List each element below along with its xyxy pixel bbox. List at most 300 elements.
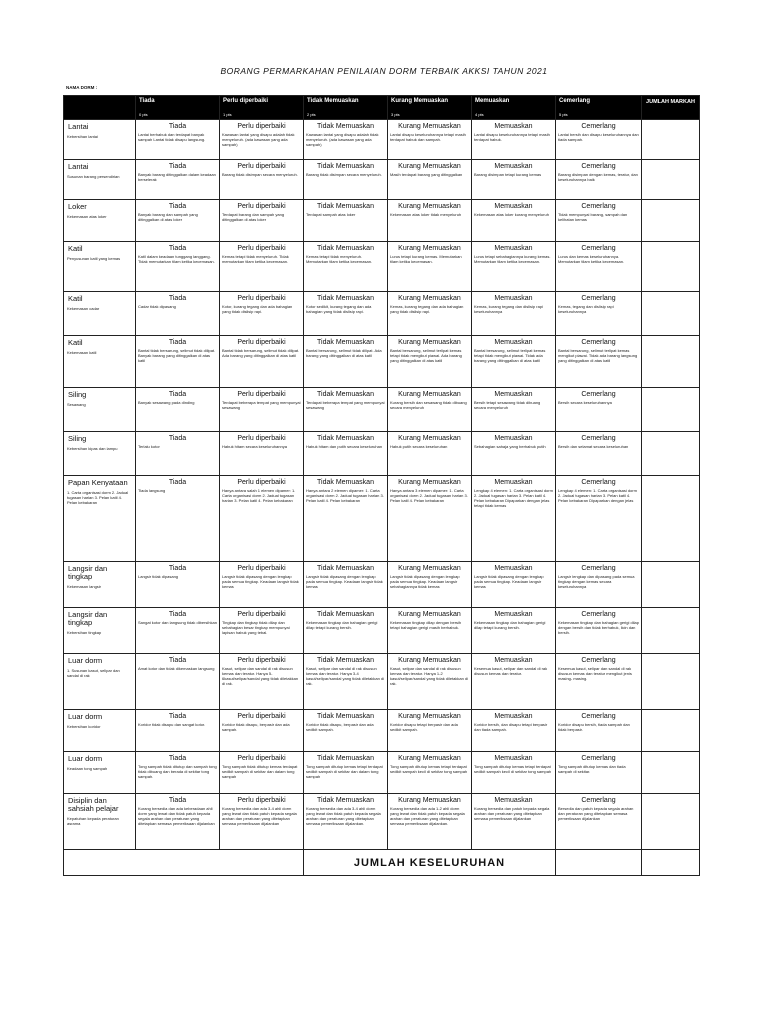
criteria-subtitle: Kebersihan lantai	[67, 134, 98, 139]
score-option-cell[interactable]	[220, 388, 304, 432]
level-label: Tiada	[168, 755, 187, 762]
score-option-cell[interactable]	[136, 120, 220, 160]
level-description: Tong sampah ditutup kemas dan tiada sampah di sekitar.	[558, 764, 626, 774]
level-label: Cemerlang	[581, 435, 616, 442]
level-description: Bersih dan selamat secara keseluruhan	[558, 444, 629, 449]
level-description: Bantal bersarung, selimut terlipat kemas tetapi tidak mengikut piawai. Ada barang yang ditinggalkan di atas katil	[390, 348, 462, 363]
score-option-cell[interactable]	[472, 608, 556, 654]
level-label: Tiada	[168, 657, 187, 664]
score-option-cell[interactable]	[556, 562, 642, 608]
level-description: Barang disimpan dengan kemas, teratur, dan keseluruhannya baik	[558, 172, 638, 182]
level-description: Kemas, kurang tegang dan ada bahagian yang tidak dislisip rapi.	[390, 304, 464, 314]
criteria-row	[64, 336, 700, 388]
score-option-cell[interactable]	[304, 432, 388, 476]
level-label: Cemerlang	[581, 391, 616, 398]
level-description: Langsir tidak dipasang dengan lengkap pada semua tingkap. Keadaan langsir tidak kemas	[306, 574, 383, 589]
level-label: Kurang Memuaskan	[398, 713, 461, 720]
score-option-cell[interactable]	[220, 336, 304, 388]
level-label: Kurang Memuaskan	[398, 203, 461, 210]
criteria-subtitle: Kekemasan katil	[67, 350, 97, 355]
level-description: Langsir tidak dipasang dengan lengkap pada semua tingkap. Keadaan langsir kemas	[474, 574, 544, 589]
criteria-name: Langsir dan tingkap	[68, 564, 108, 581]
score-option-cell[interactable]	[472, 432, 556, 476]
level-label: Perlu diperbaiki	[237, 295, 286, 302]
criteria-row	[64, 160, 700, 200]
level-label: Kurang Memuaskan	[398, 755, 461, 762]
form-title: BORANG PERMARKAHAN PENILAIAN DORM TERBAIK AKKSI TAHUN 2021	[220, 66, 548, 76]
score-option-cell[interactable]	[136, 608, 220, 654]
level-description: Bersih tetapi sesawang tidak dibuang secara menyeluruh	[474, 400, 541, 410]
level-label: Perlu diperbaiki	[237, 339, 286, 346]
criteria-subtitle: 1. Carta organisasi dorm 2. Jadual tugasan harian 3. Pelan katil 4. Pelan kebakaran	[67, 490, 129, 505]
score-option-cell[interactable]	[472, 200, 556, 242]
score-option-cell[interactable]	[556, 794, 642, 850]
score-option-cell[interactable]	[220, 432, 304, 476]
score-cell[interactable]	[642, 388, 700, 432]
level-description: Kotor sedikit, kurang tegang dan ada bahagian yang tidak dislisip rapi.	[306, 304, 372, 314]
criteria-cell	[64, 242, 136, 292]
score-option-cell[interactable]	[472, 120, 556, 160]
level-label: Tidak Memuaskan	[317, 565, 374, 572]
level-description: Tingkap dan tingkap tidak dilap dan sebahagian besar tingkap mempunyai lapisan habuk yang tebal.	[222, 620, 290, 635]
score-option-cell[interactable]	[556, 710, 642, 752]
score-option-cell[interactable]	[304, 160, 388, 200]
level-label: Memuaskan	[494, 755, 533, 762]
level-label: Kurang Memuaskan	[398, 123, 461, 130]
level-description: Bantal tidak bersarung, selimut tidak dilipat. Ada barang yang ditinggalkan di atas katil	[222, 348, 300, 358]
score-option-cell[interactable]	[220, 120, 304, 160]
dorm-name-label: NAMA DORM :	[66, 85, 98, 90]
score-option-cell[interactable]	[472, 160, 556, 200]
score-option-cell[interactable]	[388, 710, 472, 752]
level-label: Perlu diperbaiki	[237, 245, 286, 252]
score-option-cell[interactable]	[556, 752, 642, 794]
score-option-cell[interactable]	[136, 200, 220, 242]
score-option-cell[interactable]	[136, 336, 220, 388]
level-label: Kurang Memuaskan	[398, 339, 461, 346]
level-label: Memuaskan	[494, 657, 533, 664]
level-description: Hanya antara 3 elemen dipamer: 1. Carta organisasi dorm 2. Jadual tugasan harian 3. Pelan katil 4. Pelan kebakaran	[390, 488, 468, 503]
level-label: Cemerlang	[581, 339, 616, 346]
level-description: Habuk hitam secara keseluruhannya	[222, 444, 287, 449]
total-spacer	[64, 850, 304, 876]
score-cell[interactable]	[642, 242, 700, 292]
score-option-cell[interactable]	[388, 160, 472, 200]
criteria-subtitle: Penyusunan katil yang kemas	[67, 256, 121, 261]
level-description: Kasut, selipar dan sandal di rak disusun kemas dan teratur. Hanya 3-4 kasut/selipar/sandal yang tidak diletakkan di rak.	[306, 666, 385, 686]
score-cell[interactable]	[642, 336, 700, 388]
criteria-cell	[64, 292, 136, 336]
score-option-cell[interactable]	[556, 160, 642, 200]
score-cell[interactable]	[642, 160, 700, 200]
score-option-cell[interactable]	[136, 654, 220, 710]
score-option-cell[interactable]	[136, 562, 220, 608]
header-row	[64, 96, 700, 120]
score-option-cell[interactable]	[136, 752, 220, 794]
score-option-cell[interactable]	[304, 654, 388, 710]
level-description: Barang disimpan tetapi kurang kemas	[474, 172, 542, 177]
criteria-name: Langsir dan tingkap	[68, 610, 108, 627]
level-description: Habuk putih secara keseluruhan	[390, 444, 448, 449]
level-description: Terdapat barang dan sampah yang ditinggalkan di atas loker	[222, 212, 285, 222]
level-label: Memuaskan	[494, 295, 533, 302]
level-description: Kesemua kasut, selipar dan sandal di rak disusun kemas dan teratur.	[474, 666, 548, 676]
score-option-cell[interactable]	[472, 388, 556, 432]
header-level: Tidak Memuaskan 2 pts	[304, 96, 388, 120]
score-cell[interactable]	[642, 292, 700, 336]
level-description: Tong sampah tidak ditutup kemas terdapat sedikit sampah di sekitar dan dalam tong sampah	[222, 764, 298, 779]
score-option-cell[interactable]	[304, 242, 388, 292]
level-label: Perlu diperbaiki	[237, 203, 286, 210]
score-option-cell[interactable]	[136, 292, 220, 336]
score-option-cell[interactable]	[556, 336, 642, 388]
level-description: Cadar tidak dipasang	[138, 304, 176, 309]
score-option-cell[interactable]	[304, 120, 388, 160]
level-label: Tidak Memuaskan	[317, 203, 374, 210]
score-option-cell[interactable]	[304, 292, 388, 336]
level-description: Barang tidak disimpan secara menyeluruh.	[306, 172, 382, 177]
score-cell[interactable]	[642, 120, 700, 160]
score-option-cell[interactable]	[220, 794, 304, 850]
score-option-cell[interactable]	[136, 794, 220, 850]
score-option-cell[interactable]	[220, 160, 304, 200]
level-label: Memuaskan	[494, 565, 533, 572]
score-option-cell[interactable]	[304, 710, 388, 752]
criteria-row	[64, 242, 700, 292]
level-description: Lantai disapu keseluruhannya tetapi masih terdapat habuk dan sampah.	[390, 132, 466, 142]
criteria-row	[64, 120, 700, 160]
criteria-row	[64, 476, 700, 562]
level-label: Perlu diperbaiki	[237, 123, 286, 130]
score-option-cell[interactable]	[388, 388, 472, 432]
level-description: Kesemua kasut, selipar dan sandal di rak disusun kemas dan teratur mengikut jenis masing- masing.	[558, 666, 632, 681]
level-description: Bantal tidak bersarung, selimut tidak dilipat. Banyak barang yang ditinggalkan di atas katil	[138, 348, 216, 363]
level-label: Perlu diperbaiki	[237, 163, 286, 170]
level-description: Kurang bersedia dan ada 3-4 ahli dorm yang lewat dan tidak patuh kepada segala arahan dan peraturan yang ditetapkan semasa pemeriksaan dijalankan.	[306, 806, 381, 826]
level-label: Cemerlang	[581, 245, 616, 252]
level-description: Hanya antara 2 elemen dipamer: 1. Carta organisasi dorm 2. Jadual tugasan harian 3. Pelan katil 4. Pelan kebakaran	[306, 488, 384, 503]
score-option-cell[interactable]	[388, 794, 472, 850]
score-option-cell[interactable]	[304, 200, 388, 242]
criteria-subtitle: Kebersihan tingkap	[67, 630, 102, 635]
score-cell[interactable]	[642, 794, 700, 850]
criteria-name: Lantai	[68, 122, 89, 131]
level-label: Tidak Memuaskan	[317, 435, 374, 442]
score-option-cell[interactable]	[136, 160, 220, 200]
level-label: Kurang Memuaskan	[398, 479, 461, 486]
score-option-cell[interactable]	[388, 562, 472, 608]
score-option-cell[interactable]	[136, 710, 220, 752]
level-label: Kurang Memuaskan	[398, 163, 461, 170]
score-option-cell[interactable]	[304, 752, 388, 794]
score-option-cell[interactable]	[472, 336, 556, 388]
level-label: Perlu diperbaiki	[237, 565, 286, 572]
level-description: Masih terdapat barang yang ditinggalkan	[390, 172, 463, 177]
criteria-row	[64, 608, 700, 654]
score-option-cell[interactable]	[304, 336, 388, 388]
level-label: Tidak Memuaskan	[317, 611, 374, 618]
score-option-cell[interactable]	[556, 654, 642, 710]
score-option-cell[interactable]	[556, 476, 642, 562]
level-description: Langsir tidak dipasang dengan lengkap pada semua tingkap. Keadaan langsir tidak kemas	[222, 574, 299, 589]
criteria-subtitle: Sesawang	[67, 402, 86, 407]
score-cell[interactable]	[642, 752, 700, 794]
score-option-cell[interactable]	[472, 292, 556, 336]
score-option-cell[interactable]	[472, 752, 556, 794]
level-label: Tiada	[168, 339, 187, 346]
level-label: Tiada	[168, 123, 187, 130]
criteria-row	[64, 794, 700, 850]
criteria-subtitle: Susunan barang persendirian	[67, 174, 120, 179]
level-description: Sebahagian sahaja yang berhabuk putih	[474, 444, 546, 449]
level-description: Bersedia dan patuh kepada segala arahan dan peraturan yang ditetapkan semasa pemeriksaan dijalankan	[558, 806, 634, 821]
score-option-cell[interactable]	[388, 654, 472, 710]
level-label: Tiada	[168, 565, 187, 572]
level-label: Perlu diperbaiki	[237, 713, 286, 720]
score-cell[interactable]	[642, 432, 700, 476]
score-cell[interactable]	[642, 476, 700, 562]
score-option-cell[interactable]	[136, 388, 220, 432]
level-description: Kemas, tegang dan dislisip rapi keseluruhannya	[558, 304, 614, 314]
level-label: Perlu diperbaiki	[237, 479, 286, 486]
score-option-cell[interactable]	[304, 608, 388, 654]
level-label: Memuaskan	[494, 611, 533, 618]
level-description: Lantai berhabuk dan terdapat banyak sampah Lantai tidak disapu langsung.	[138, 132, 206, 142]
level-description: Langsir tidak dipasang	[138, 574, 179, 579]
level-description: Kekemasan tingkap dan bahagian gerigi dilap tetapi kurang bersih.	[306, 620, 378, 630]
score-option-cell[interactable]	[472, 654, 556, 710]
level-description: Koridor disapu tetapi berpasir dan ada sedikit sampah.	[390, 722, 458, 732]
criteria-name: Katil	[68, 338, 83, 347]
level-label: Cemerlang	[581, 203, 616, 210]
level-description: Tong sampah tidak ditutup dan sampah tong tidak dibuang dan berada di sekitar tong sampah.	[138, 764, 217, 779]
level-description: Koridor tidak disapu, berpasir dan ada sampah.	[222, 722, 290, 732]
criteria-subtitle: Kekemasan langsir	[67, 584, 102, 589]
level-description: Tidak mempunyai barang, sampah dan kelihatan kemas	[558, 212, 628, 222]
score-option-cell[interactable]	[220, 654, 304, 710]
criteria-name: Siling	[68, 390, 87, 399]
level-description: Langsir tidak dipasang dengan lengkap pada semua tingkap. Keadaan langsir sebahagiannya tidak kemas	[390, 574, 460, 589]
level-label: Cemerlang	[581, 295, 616, 302]
level-description: Amat kotor dan tidak dikemaskan langsung	[138, 666, 215, 671]
criteria-row	[64, 654, 700, 710]
level-description: Koridor bersih, dan disapu tetapi berpasir dan tiada sampah.	[474, 722, 548, 732]
score-option-cell[interactable]	[388, 608, 472, 654]
score-cell[interactable]	[642, 710, 700, 752]
level-label: Tidak Memuaskan	[317, 479, 374, 486]
level-label: Tiada	[168, 435, 187, 442]
header-level: Perlu diperbaiki 1 pts	[220, 96, 304, 120]
criteria-row	[64, 200, 700, 242]
level-label: Cemerlang	[581, 755, 616, 762]
criteria-subtitle: Kebersihan koridor	[67, 724, 101, 729]
level-description: Terdapat sampah atas loker	[306, 212, 356, 217]
score-option-cell[interactable]	[136, 476, 220, 562]
level-label: Cemerlang	[581, 123, 616, 130]
criteria-cell	[64, 476, 136, 562]
level-description: Kekemasan tingkap dilap dengan bersih tetapi bahagian gerigi masih berhabuk.	[390, 620, 462, 630]
header-level: Memuaskan 4 pts	[472, 96, 556, 120]
level-label: Tiada	[168, 245, 187, 252]
score-option-cell[interactable]	[388, 752, 472, 794]
level-label: Tidak Memuaskan	[317, 295, 374, 302]
level-label: Tidak Memuaskan	[317, 657, 374, 664]
level-description: Kawasan lantai yang disapu adalah tidak menyeluruh. (ada kawasan yang ada sampah)	[306, 132, 379, 147]
criteria-cell	[64, 336, 136, 388]
criteria-subtitle: Kekemasan atas loker	[67, 214, 107, 219]
criteria-subtitle: 1. Susunan kasut, selipar dan sandal di rak	[67, 668, 120, 678]
header-jumlah-markah: JUMLAH MARKAH	[642, 96, 700, 120]
level-label: Tiada	[168, 163, 187, 170]
score-option-cell[interactable]	[220, 200, 304, 242]
level-label: Tiada	[168, 713, 187, 720]
score-option-cell[interactable]	[304, 476, 388, 562]
score-cell[interactable]	[642, 608, 700, 654]
total-score-cell[interactable]	[642, 850, 700, 876]
level-label: Cemerlang	[581, 565, 616, 572]
score-option-cell[interactable]	[388, 476, 472, 562]
criteria-cell	[64, 562, 136, 608]
level-label: Cemerlang	[581, 713, 616, 720]
level-description: Banyak barang dan sampah yang ditinggalkan di atas loker	[138, 212, 198, 222]
score-cell[interactable]	[642, 562, 700, 608]
level-description: Kemas tetapi tidak menyeluruh. Tidak memutarkan tilam ketika kecemasan.	[222, 254, 289, 264]
level-description: Kurang bersedia dan patuh kepada segala arahan dan peraturan yang ditetapkan semasa pemeriksaan dijalankan	[474, 806, 550, 821]
criteria-cell	[64, 388, 136, 432]
score-option-cell[interactable]	[136, 432, 220, 476]
score-option-cell[interactable]	[220, 710, 304, 752]
criteria-name: Luar dorm	[68, 712, 103, 721]
level-label: Memuaskan	[494, 435, 533, 442]
score-option-cell[interactable]	[472, 562, 556, 608]
score-option-cell[interactable]	[304, 388, 388, 432]
level-description: Terlalu kotor	[138, 444, 160, 449]
level-label: Memuaskan	[494, 245, 533, 252]
score-option-cell[interactable]	[304, 794, 388, 850]
level-label: Kurang Memuaskan	[398, 245, 461, 252]
header-criteria	[64, 96, 136, 120]
score-option-cell[interactable]	[220, 476, 304, 562]
score-option-cell[interactable]	[220, 608, 304, 654]
criteria-name: Siling	[68, 434, 87, 443]
score-option-cell[interactable]	[388, 120, 472, 160]
score-option-cell[interactable]	[304, 562, 388, 608]
level-label: Tidak Memuaskan	[317, 339, 374, 346]
score-option-cell[interactable]	[220, 292, 304, 336]
level-label: Tidak Memuaskan	[317, 797, 374, 804]
level-description: Lengkap 4 elemen: 1. Carta organisasi dorm 2. Jadual tugasan harian 3. Pelan katil 4. Pelan kebakaran Dipaparkan dengan jelas tetapi tidak kemas	[474, 488, 553, 508]
criteria-subtitle: Kepatuhan kepada peraturan asrama	[67, 816, 119, 826]
level-description: Sangat kotor dan langsung tidak dibersihkan	[138, 620, 217, 625]
score-option-cell[interactable]	[388, 336, 472, 388]
criteria-cell	[64, 608, 136, 654]
level-description: Bantal bersarung, selimut terlipat kemas mengikut piawai. Tidak ada barang langsung yang ditinggalkan di atas katil	[558, 348, 638, 363]
level-description: Bersih secara keseluruhannya	[558, 400, 612, 405]
score-option-cell[interactable]	[556, 242, 642, 292]
score-cell[interactable]	[642, 654, 700, 710]
score-option-cell[interactable]	[556, 432, 642, 476]
score-option-cell[interactable]	[472, 476, 556, 562]
score-option-cell[interactable]	[388, 292, 472, 336]
criteria-subtitle: Keadaan tong sampah	[67, 766, 108, 771]
criteria-cell	[64, 752, 136, 794]
criteria-cell	[64, 120, 136, 160]
level-label: Tiada	[168, 479, 187, 486]
score-option-cell[interactable]	[388, 242, 472, 292]
level-label: Tiada	[168, 611, 187, 618]
level-label: Kurang Memuaskan	[398, 295, 461, 302]
level-label: Perlu diperbaiki	[237, 391, 286, 398]
level-label: Cemerlang	[581, 611, 616, 618]
level-label: Tiada	[168, 203, 187, 210]
level-description: Tiada langsung	[138, 488, 166, 493]
score-option-cell[interactable]	[556, 120, 642, 160]
criteria-name: Katil	[68, 294, 83, 303]
score-option-cell[interactable]	[472, 242, 556, 292]
score-option-cell[interactable]	[556, 200, 642, 242]
level-label: Tidak Memuaskan	[317, 713, 374, 720]
level-label: Perlu diperbaiki	[237, 797, 286, 804]
criteria-name: Lantai	[68, 162, 89, 171]
score-option-cell[interactable]	[556, 292, 642, 336]
score-option-cell[interactable]	[472, 794, 556, 850]
criteria-cell	[64, 710, 136, 752]
score-option-cell[interactable]	[388, 200, 472, 242]
header-level: Tiada 0 pts	[136, 96, 220, 120]
criteria-name: Loker	[68, 202, 87, 211]
level-description: Bantal bersarung, selimut terlipat kemas tetapi tidak mengikut piawai. Tidak ada barang yang ditinggalkan di atas katil	[474, 348, 546, 363]
score-option-cell[interactable]	[220, 242, 304, 292]
level-description: Lantai disapu keseluruhannya tetapi masih terdapat habuk.	[474, 132, 550, 142]
score-option-cell[interactable]	[556, 608, 642, 654]
level-label: Kurang Memuaskan	[398, 435, 461, 442]
level-description: Kurang bersih dan sesawang tidak dibuang secara menyeluruh	[390, 400, 467, 410]
level-label: Cemerlang	[581, 797, 616, 804]
total-spacer	[556, 850, 642, 876]
scoring-table	[63, 95, 700, 876]
score-option-cell[interactable]	[136, 242, 220, 292]
level-label: Memuaskan	[494, 713, 533, 720]
score-option-cell[interactable]	[472, 710, 556, 752]
score-option-cell[interactable]	[220, 752, 304, 794]
level-label: Perlu diperbaiki	[237, 755, 286, 762]
score-option-cell[interactable]	[220, 562, 304, 608]
level-label: Tiada	[168, 797, 187, 804]
criteria-cell	[64, 654, 136, 710]
level-label: Cemerlang	[581, 479, 616, 486]
header-level: Cemerlang 5 pts	[556, 96, 642, 120]
level-description: Koridor tidak disapu dan sangat kotor.	[138, 722, 206, 727]
level-description: Kekemasan atas loker tidak menyeluruh	[390, 212, 462, 217]
level-description: Kemas, kurang tegang dan dislisip rapi keseluruhannya	[474, 304, 543, 314]
score-cell[interactable]	[642, 200, 700, 242]
level-description: Lurus tetapi sebahagiannya kurang kemas. Memutarkan tilam ketika kecemasan.	[474, 254, 551, 264]
level-description: Kekemasan atas loker kurang menyeluruh	[474, 212, 549, 217]
criteria-subtitle: Kekemasan cadar	[67, 306, 100, 311]
criteria-row	[64, 562, 700, 608]
header-level: Kurang Memuaskan 3 pts	[388, 96, 472, 120]
level-label: Tidak Memuaskan	[317, 163, 374, 170]
criteria-name: Disiplin dan sahsiah pelajar	[68, 796, 119, 813]
level-description: Kurang bersedia dan ada 1-2 ahli dorm yang lewat dan tidak patuh kepada segala arahan dan peraturan yang ditetapkan semasa pemeriksaan dijalankan.	[390, 806, 465, 826]
level-label: Memuaskan	[494, 339, 533, 346]
level-description: Lurus dan kemas keseluruhannya. Memutarkan tilam ketika kecemasan.	[558, 254, 625, 264]
level-label: Kurang Memuaskan	[398, 565, 461, 572]
score-option-cell[interactable]	[556, 388, 642, 432]
level-description: Tong sampah ditutup kemas tetapi terdapat sedikit sampah kecil di sekitar tong sampah	[390, 764, 468, 774]
level-label: Kurang Memuaskan	[398, 611, 461, 618]
score-option-cell[interactable]	[388, 432, 472, 476]
